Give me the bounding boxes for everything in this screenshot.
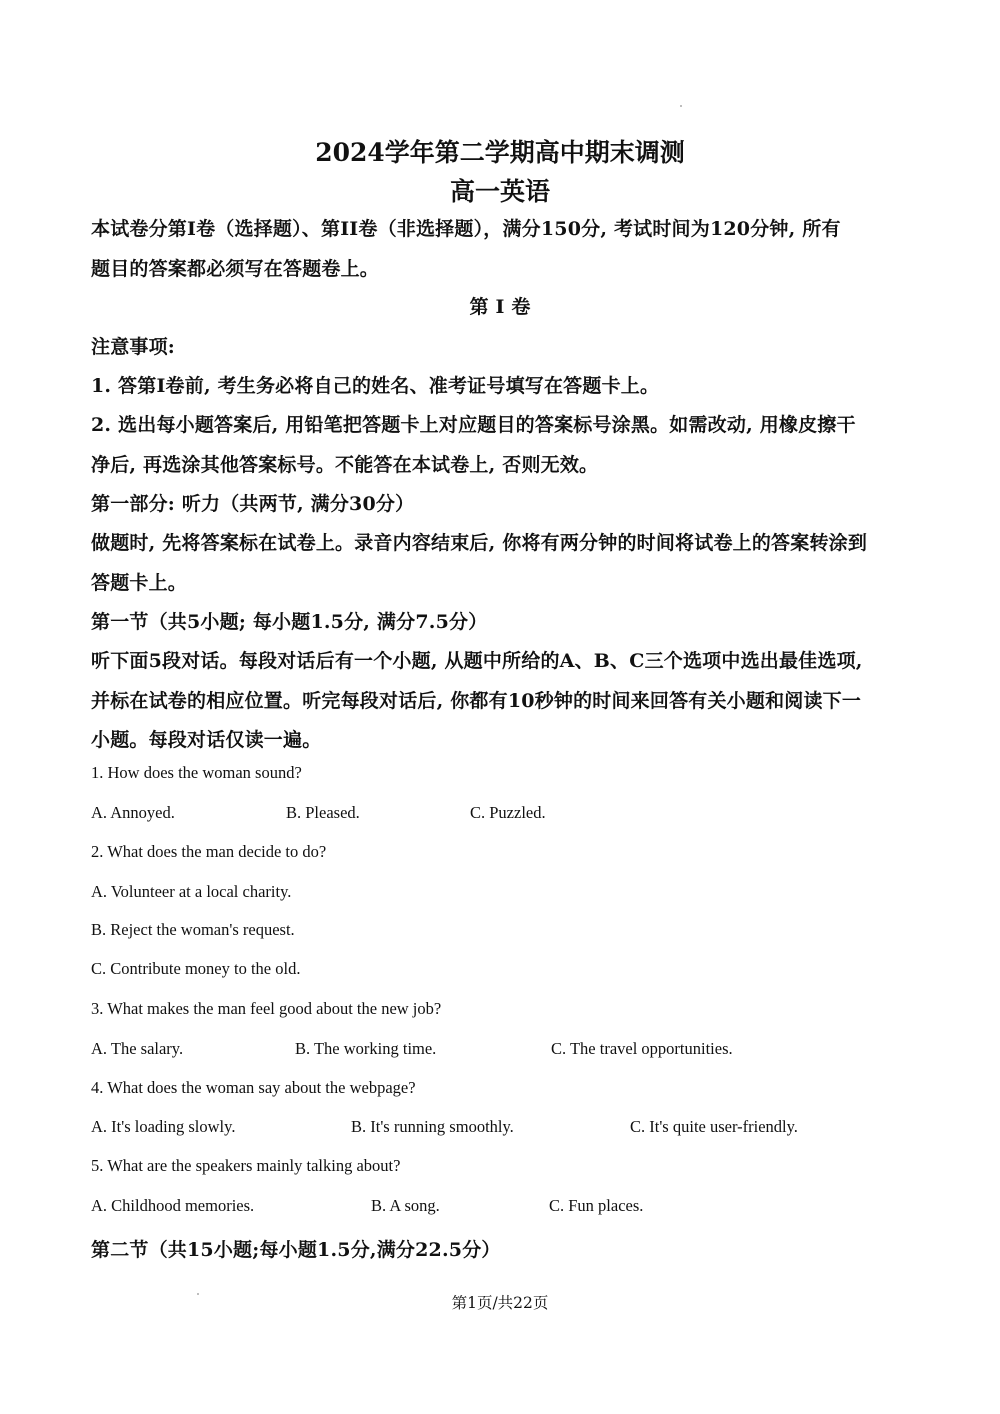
question-5-option-a: A. Childhood memories. (91, 1196, 255, 1215)
question-1-option-b: B. Pleased. (286, 803, 360, 822)
section2-heading: 第二节（共15小题;每小题1.5分,满分22.5分） (91, 1239, 501, 1261)
question-5-stem: 5. What are the speakers mainly talking about? (91, 1156, 401, 1175)
question-2-option-a: A. Volunteer at a local charity. (91, 882, 292, 901)
question-5-option-b: B. A song. (371, 1196, 440, 1215)
section1-instruction-line-2: 并标在试卷的相应位置。听完每段对话后, 你都有10秒钟的时间来回答有关小题和阅读下一 (91, 690, 862, 712)
intro-line-2: 题目的答案都必须写在答题卷上。 (91, 258, 380, 280)
notes-item-2-line-1: 2. 选出每小题答案后, 用铅笔把答题卡上对应题目的答案标号涂黑。如需改动, 用橡皮擦干 (91, 414, 856, 436)
section1-instruction-line-3: 小题。每段对话仅读一遍。 (91, 729, 322, 751)
question-2-option-b: B. Reject the woman's request. (91, 920, 295, 939)
scan-speck (680, 105, 682, 107)
section1-heading: 第一节（共5小题; 每小题1.5分, 满分7.5分） (91, 611, 488, 633)
question-5-option-c: C. Fun places. (549, 1196, 644, 1215)
notes-item-2-line-2: 净后, 再选涂其他答案标号。不能答在本试卷上, 否则无效。 (91, 454, 599, 476)
notes-heading: 注意事项: (91, 336, 176, 358)
exam-subject: 高一英语 (449, 177, 550, 206)
question-2-stem: 2. What does the man decide to do? (91, 842, 327, 861)
question-3-option-a: A. The salary. (91, 1039, 184, 1058)
exam-title: 2024学年第二学期高中期末调测 (315, 138, 685, 167)
question-3-option-b: B. The working time. (295, 1039, 437, 1058)
question-3-stem: 3. What makes the man feel good about the new job? (91, 999, 442, 1018)
question-3-option-c: C. The travel opportunities. (551, 1039, 733, 1058)
question-4-stem: 4. What does the woman say about the webpage? (91, 1078, 416, 1097)
question-4-option-b: B. It's running smoothly. (351, 1117, 514, 1136)
question-1-option-c: C. Puzzled. (470, 803, 546, 822)
question-1-stem: 1. How does the woman sound? (91, 763, 302, 782)
question-1-option-a: A. Annoyed. (91, 803, 175, 822)
part1-heading: 第一部分: 听力（共两节, 满分30分） (91, 493, 415, 515)
section1-instruction-line-1: 听下面5段对话。每段对话后有一个小题, 从题中所给的A、B、C三个选项中选出最佳选项, (91, 650, 863, 672)
question-2-option-c: C. Contribute money to the old. (91, 959, 301, 978)
page-number: 第1页/共22页 (451, 1294, 549, 1312)
notes-item-1: 1. 答第Ⅰ卷前, 考生务必将自己的姓名、准考证号填写在答题卡上。 (91, 375, 660, 397)
question-4-option-c: C. It's quite user-friendly. (630, 1117, 798, 1136)
part1-instruction-line-2: 答题卡上。 (91, 572, 188, 594)
intro-line-1: 本试卷分第I卷（选择题）、第II卷（非选择题），满分150分, 考试时间为120分钟, 所有 (91, 218, 841, 240)
question-4-option-a: A. It's loading slowly. (91, 1117, 236, 1136)
volume-heading: 第 Ⅰ 卷 (469, 296, 531, 318)
part1-instruction-line-1: 做题时, 先将答案标在试卷上。录音内容结束后, 你将有两分钟的时间将试卷上的答案转涂到 (91, 532, 868, 554)
